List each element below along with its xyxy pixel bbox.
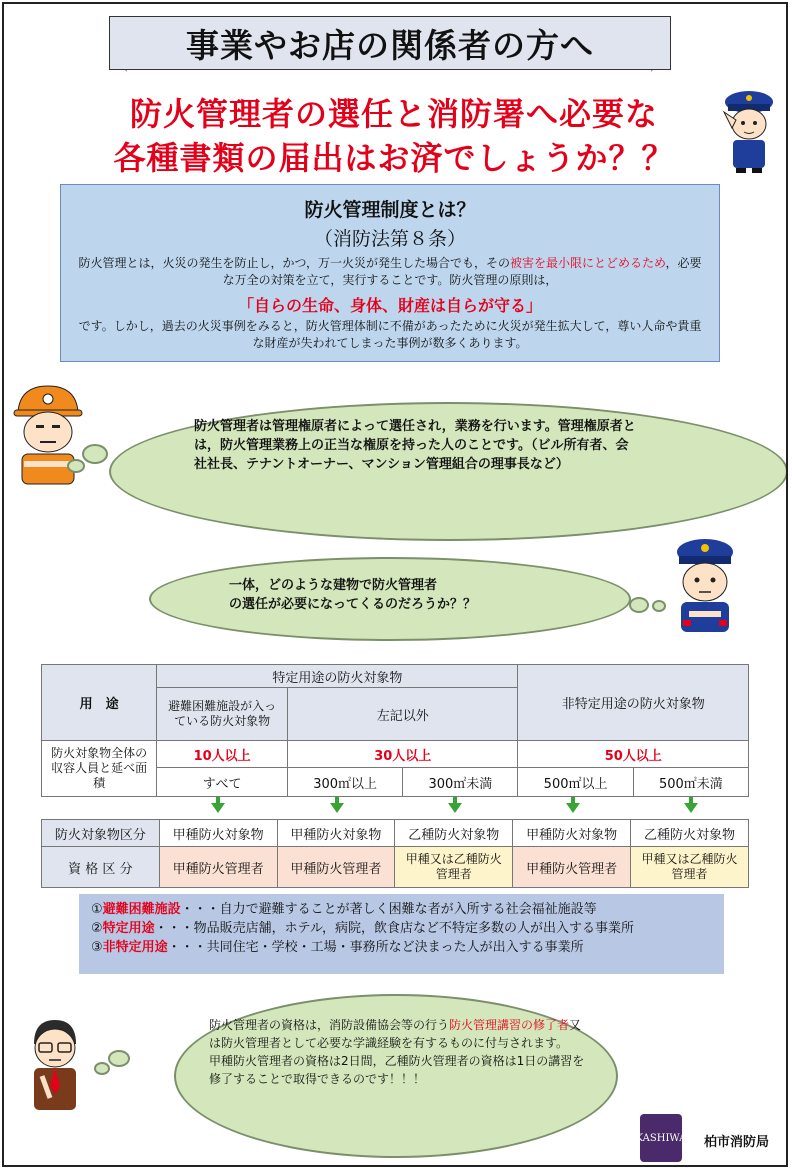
info-p1b: ，必要な万全の対策を立て，実行することです。防火管理の原則は，	[222, 256, 702, 287]
cloud-2-line2: の選任が必要になってくるのだろうか？？	[229, 597, 477, 612]
row-label-capacity: 防火対象物全体の収容人員と延べ面積	[42, 741, 157, 797]
thought-bubble	[67, 459, 85, 473]
definition-desc: ・・・自力で避難することが著しく困難な者が入所する社会福祉施設等	[180, 902, 597, 917]
page	[2, 2, 788, 1167]
area-cell: 500㎡未満	[633, 768, 748, 797]
down-arrow-icon	[211, 803, 225, 813]
area-cell: 500㎡以上	[518, 768, 633, 797]
shikaku-cell: 甲種防火管理者	[513, 847, 631, 888]
cloud-2-line1: 一体，どのような建物で防火管理者	[229, 578, 438, 593]
banner-title: 事業やお店の関係者の方へ	[109, 16, 671, 70]
definition-item	[91, 900, 712, 919]
definition-term: 避難困難施設	[102, 902, 181, 917]
header-youto: 用 途	[42, 665, 157, 741]
info-paragraph-1	[61, 255, 719, 289]
info-p1a: 防火管理とは，火災の発生を防止し，かつ，万一火災が発生した場合でも，その	[78, 256, 510, 270]
capacity-10: 10人以上	[157, 741, 288, 768]
shikaku-cell: 甲種防火管理者	[159, 847, 277, 888]
info-paragraph-2: です。しかし，過去の火災事例をみると，防火管理体制に不備があったために火災が発生拡大して，尊い人命や貴重な財産が失われてしまった事例が数多くあります。	[78, 319, 702, 350]
definition-num: ①	[91, 902, 103, 917]
shikaku-label: 資 格 区 分	[42, 847, 160, 888]
definition-item	[91, 938, 712, 957]
kubun-cell: 乙種防火対象物	[631, 820, 749, 847]
definition-num: ②	[91, 921, 103, 936]
header-tokutei: 特定用途の防火対象物	[157, 665, 518, 688]
cloud-1-text: 防火管理者は管理権原者によって選任され，業務を行います。管理権原者とは，防火管理業務上の正当な権原を持った人のことです。（ビル所有者、会社社長、テナントオーナー、マンション管理組合の理事長など）	[194, 419, 636, 472]
definition-desc: ・・・共同住宅・学校・工場・事務所など決まった人が出入する事業所	[167, 940, 584, 955]
thought-bubble	[108, 1050, 130, 1067]
kubun-cell: 甲種防火対象物	[159, 820, 277, 847]
definition-term: 非特定用途	[102, 940, 168, 955]
info-slogan: 「自らの生命、身体、財産は自らが守る」	[237, 296, 542, 315]
logo-text: KASHIWA	[635, 1132, 687, 1144]
headline-line1: 防火管理者の選任と消防署へ必要な	[129, 95, 658, 133]
headline-line2: 各種書類の届出はお済でしょうか？？	[113, 139, 675, 177]
area-cell: 300㎡未満	[403, 768, 518, 797]
thought-bubble	[94, 1062, 110, 1075]
info-title: 防火管理制度とは？	[304, 199, 476, 221]
cloud-3-c: 甲種防火管理者の資格は2日間，乙種防火管理者の資格は1日の講習を修了することで取得できるのです！！！	[209, 1054, 585, 1086]
cloud-2-text	[229, 576, 589, 614]
cloud-3-highlight: 防火管理講習の修了者	[449, 1018, 570, 1032]
area-cell: 300㎡以上	[288, 768, 403, 797]
kubun-cell: 乙種防火対象物	[395, 820, 513, 847]
down-arrow-icon	[566, 803, 580, 813]
definition-item	[91, 919, 712, 938]
footer-org: 柏市消防局	[704, 1135, 770, 1150]
kubun-label: 防火対象物区分	[42, 820, 160, 847]
cloud-3-text	[209, 1016, 589, 1088]
cloud-3-b: 又は防火管理者として必要な学識経験を有するものに付与されます。	[209, 1018, 582, 1050]
fire-department-logo	[635, 1114, 687, 1162]
definition-term: 特定用途	[102, 921, 155, 936]
down-arrow-icon	[448, 803, 462, 813]
shikaku-cell: 甲種又は乙種防火管理者	[395, 847, 513, 888]
thought-bubble	[629, 597, 649, 613]
info-subtitle: （消防法第８条）	[313, 228, 466, 250]
shikaku-cell: 甲種又は乙種防火管理者	[631, 847, 749, 888]
definition-num: ③	[91, 940, 103, 955]
header-hitokutei: 非特定用途の防火対象物	[518, 665, 749, 741]
info-p1-highlight: 被害を最小限にとどめるため	[509, 256, 666, 270]
down-arrow-icon	[330, 803, 344, 813]
info-box	[60, 184, 720, 362]
kubun-cell: 甲種防火対象物	[513, 820, 631, 847]
requirements-table	[41, 664, 749, 797]
down-arrow-icon	[684, 803, 698, 813]
shikaku-cell: 甲種防火管理者	[277, 847, 395, 888]
thought-bubble	[82, 444, 108, 464]
businessman-icon	[24, 1016, 86, 1116]
thought-bubble	[652, 600, 666, 612]
thinking-officer-icon	[669, 532, 741, 636]
area-cell: すべて	[157, 768, 288, 797]
capacity-30: 30人以上	[288, 741, 518, 768]
headline	[64, 92, 724, 180]
qualification-table	[41, 819, 749, 888]
definitions-box	[79, 894, 724, 974]
capacity-50: 50人以上	[518, 741, 749, 768]
definition-desc: ・・・物品販売店舗，ホテル，病院，飲食店など不特定多数の人が出入する事業所	[154, 921, 634, 936]
cloud-3-a: 防火管理者の資格は，消防設備協会等の行う	[209, 1018, 450, 1032]
header-hinan: 避難困難施設が入っている防火対象物	[157, 688, 288, 741]
kubun-cell: 甲種防火対象物	[277, 820, 395, 847]
header-sakiigai: 左記以外	[288, 688, 518, 741]
saluting-officer-icon	[716, 84, 782, 174]
